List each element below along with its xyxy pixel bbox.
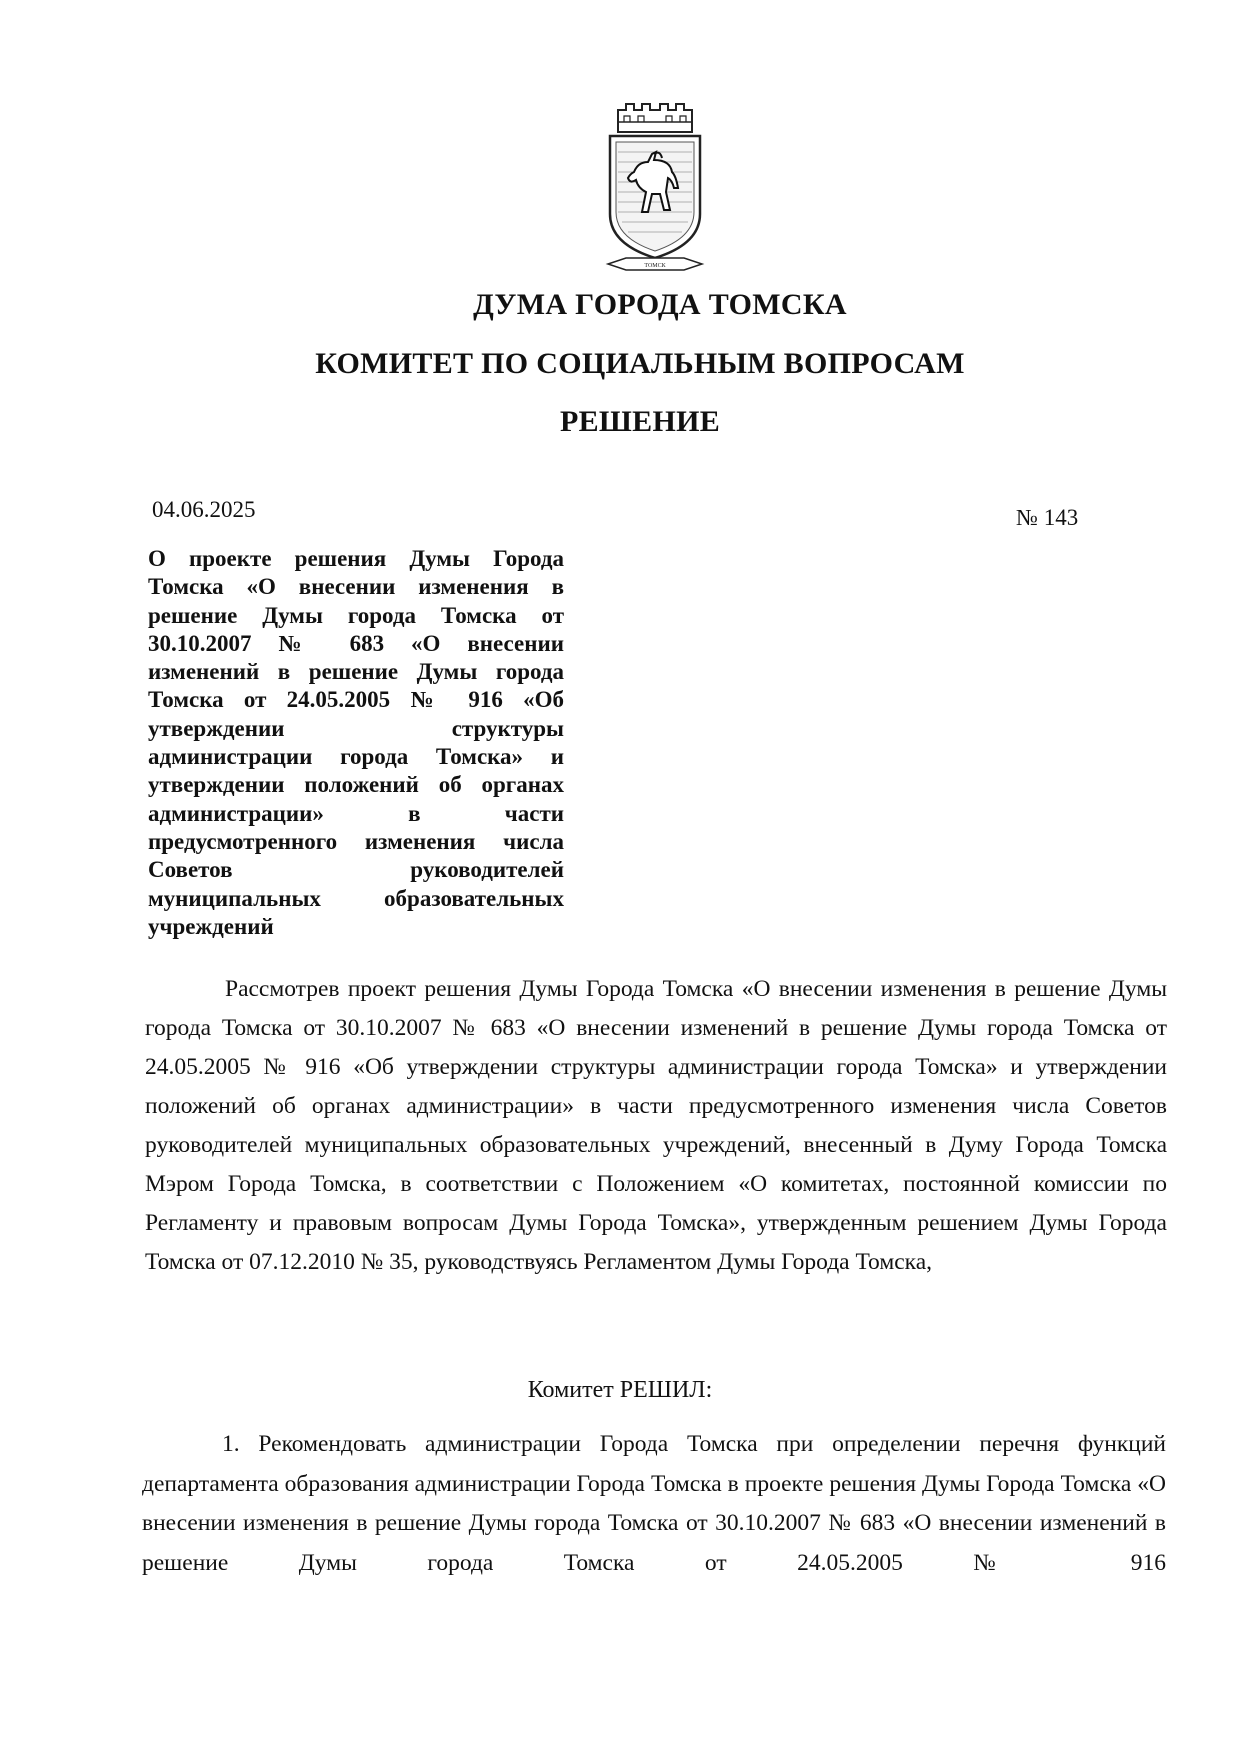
committee-decided-heading: Комитет РЕШИЛ: (527, 1377, 713, 1403)
committee-title: КОМИТЕТ ПО СОЦИАЛЬНЫМ ВОПРОСАМ (315, 347, 965, 380)
org-title: ДУМА ГОРОДА ТОМСКА (473, 288, 847, 321)
svg-text:ТОМСК: ТОМСК (644, 263, 666, 269)
tomsk-coat-of-arms-icon (604, 102, 706, 278)
decision-date: 04.06.2025 (152, 497, 256, 522)
decision-item-1: 1. Рекомендовать администрации Города Томска при определении перечня функций департамента образования администрации Города Томска в проекте решения Думы Города Томска «О внесении изменения в решение Думы города Томска от 30.10.2007 № 683 «О внесении изменений в решение Думы города Томска от 24.05.2005 № 916 (142, 1431, 1166, 1576)
preamble-paragraph: Рассмотрев проект решения Думы Города Томска «О внесении изменения в решение Думы города Томска от 30.10.2007 № 683 «О внесении изменений в решение Думы города Томска от 24.05.2005 № 916 «Об утверждении структуры администрации города Томска» и утверждении положений об органах администрации» в части предусмотренного изменения числа Советов руководителей муниципальных образовательных учреждений, внесенный в Думу Города Томска Мэром Города Томска, в соответствии с Положением «О комитетах, постоянной комиссии по Регламенту и правовым вопросам Думы Города Томска», утвержденным решением Думы Города Томска от 07.12.2010 № 35, руководствуясь Регламентом Думы Города Томска, (145, 976, 1167, 1275)
decision-subject: О проекте решения Думы Города Томска «О внесении изменения в решение Думы города Томска от 30.10.2007 № 683 «О внесении изменений в решение Думы города Томска от 24.05.2005 № 916 «Об утверждении структуры администрации города Томска» и утверждении положений об органах администрации» в части предусмотренного изменения числа Советов руководителей муниципальных образовательных учреждений (148, 546, 564, 939)
document-type: РЕШЕНИЕ (559, 405, 721, 438)
decision-number: № 143 (1016, 505, 1079, 530)
